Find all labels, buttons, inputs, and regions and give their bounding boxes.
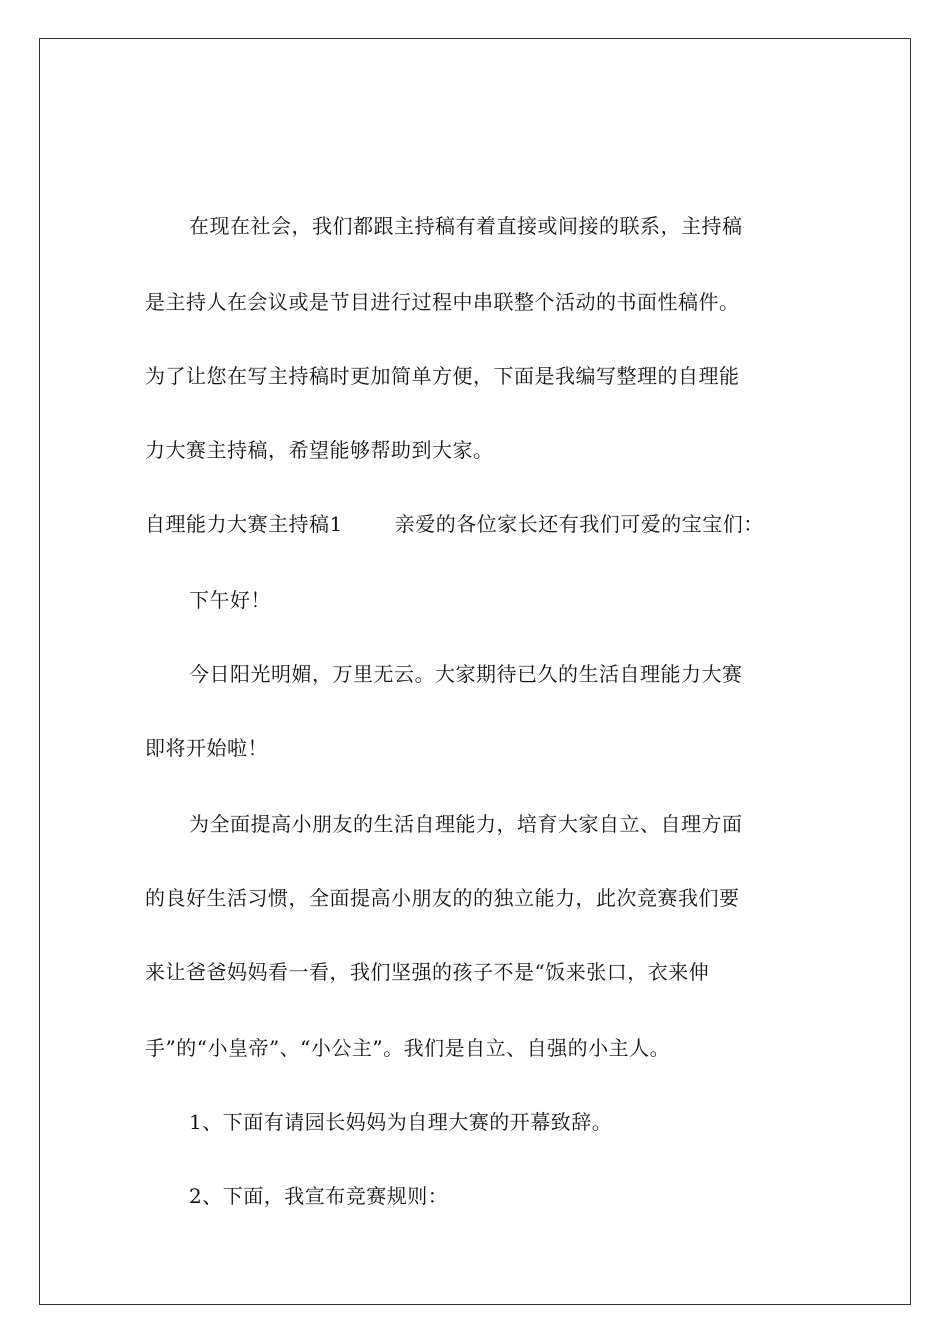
text-line: 来让爸爸妈妈看一看，我们坚强的孩子不是“饭来张口，衣来伸 <box>145 960 710 984</box>
salutation: 亲爱的各位家长还有我们可爱的宝宝们： <box>394 512 764 536</box>
text-line: 力大赛主持稿，希望能够帮助到大家。 <box>145 438 494 462</box>
text-line: 1、下面有请园长妈妈为自理大赛的开幕致辞。 <box>189 1110 613 1134</box>
text-line: 为了让您在写主持稿时更加简单方便，下面是我编写整理的自理能 <box>145 364 740 388</box>
text-line: 下午好！ <box>189 588 271 612</box>
text-line: 手”的“小皇帝”、“小公主”。我们是自立、自强的小主人。 <box>145 1036 671 1060</box>
text-line: 2、下面，我宣布竞赛规则： <box>189 1184 449 1208</box>
text-line: 为全面提高小朋友的生活自理能力，培育大家自立、自理方面 <box>189 812 743 836</box>
section-heading: 自理能力大赛主持稿1 <box>145 512 343 536</box>
text-line: 今日阳光明媚，万里无云。大家期待已久的生活自理能力大赛 <box>189 662 743 686</box>
section-heading-line <box>145 512 764 536</box>
text-line: 在现在社会，我们都跟主持稿有着直接或间接的联系，主持稿 <box>189 214 743 238</box>
text-line: 是主持人在会议或是节目进行过程中串联整个活动的书面性稿件。 <box>145 290 740 314</box>
text-line: 即将开始啦！ <box>145 736 268 760</box>
text-line: 的良好生活习惯，全面提高小朋友的的独立能力，此次竞赛我们要 <box>145 886 740 910</box>
